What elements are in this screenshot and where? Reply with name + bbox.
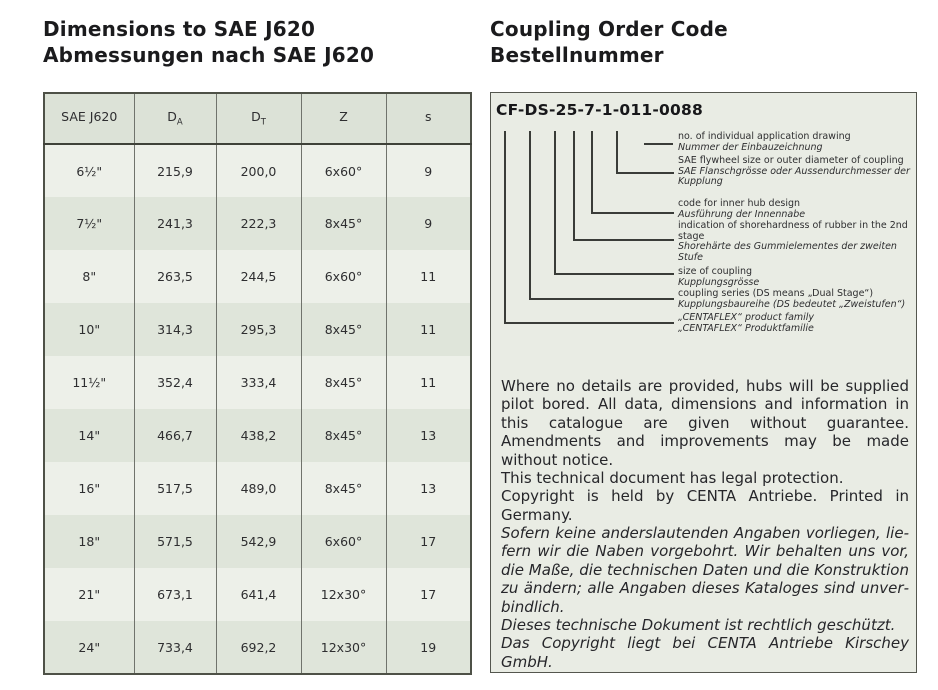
table-cell: 9 — [386, 197, 471, 250]
legal-notes-en — [501, 377, 909, 524]
callout-coupling-series — [678, 289, 917, 310]
callout-label-de: Ausführung der Innennabe — [678, 208, 806, 220]
table-cell: 314,3 — [134, 303, 216, 356]
table-cell: 8x45° — [301, 303, 386, 356]
callout-label-de: Shorehärte des Gummielementes der zweiten Stufe — [678, 241, 897, 263]
table-cell: 11½" — [44, 356, 134, 409]
header-cell-s: s — [386, 93, 471, 144]
callout-line — [554, 131, 556, 275]
table-cell: 438,2 — [216, 409, 301, 462]
header-cell-z: Z — [301, 93, 386, 144]
callout-label-de: Kupplungsgrösse — [678, 276, 760, 288]
callout-flywheel-size — [678, 156, 917, 188]
callout-label-de: Kupplungsbaureihe (DS bedeutet „Zweistufen“) — [678, 298, 906, 310]
callout-line — [504, 322, 674, 324]
left-title-en: Dimensions to SAE J620 — [43, 17, 316, 41]
table-cell: 16" — [44, 462, 134, 515]
table-cell: 12x30° — [301, 568, 386, 621]
table-cell: 10" — [44, 303, 134, 356]
right-title-de: Bestellnummer — [490, 43, 664, 67]
sae-j620-dimensions-table — [43, 92, 472, 675]
callout-label-de: Nummer der Einbauzeichnung — [678, 141, 823, 153]
table-cell: 11 — [386, 303, 471, 356]
callout-label-de: SAE Flanschgrösse oder Aussendurchmesser der Kupplung — [678, 165, 910, 187]
header-cell-sae: SAE J620 — [44, 93, 134, 144]
header-cell-dt: $D_T$ — [216, 93, 301, 144]
table-row — [44, 250, 471, 303]
callout-coupling-size — [678, 267, 917, 288]
note-paragraph: Das Copyright liegt bei CENTA Antriebe Kirschey GmbH. — [501, 634, 909, 671]
table-cell: 241,3 — [134, 197, 216, 250]
table-cell: 19 — [386, 621, 471, 674]
table-cell: 263,5 — [134, 250, 216, 303]
table-cell: 466,7 — [134, 409, 216, 462]
table-cell: 222,3 — [216, 197, 301, 250]
callout-label-en: „CENTAFLEX“ product family — [678, 312, 815, 323]
table-cell: 8" — [44, 250, 134, 303]
callout-line — [554, 273, 674, 275]
table-cell: 673,1 — [134, 568, 216, 621]
table-cell: 333,4 — [216, 356, 301, 409]
callout-line — [529, 298, 674, 300]
table-cell: 215,9 — [134, 144, 216, 197]
table-cell: 13 — [386, 409, 471, 462]
callout-line — [504, 131, 506, 324]
callout-line — [616, 172, 674, 174]
table-row — [44, 568, 471, 621]
callout-application-drawing — [678, 132, 917, 153]
table-cell: 14" — [44, 409, 134, 462]
table-cell: 8x45° — [301, 356, 386, 409]
callout-hub-design — [678, 199, 917, 220]
order-code: CF-DS-25-7-1-011-0088 — [496, 101, 703, 119]
table-cell: 17 — [386, 515, 471, 568]
callout-label-en: indication of shorehardness of rubber in the 2nd stage — [678, 220, 908, 242]
table-cell: 8x45° — [301, 409, 386, 462]
note-paragraph: Sofern keine anderslautenden Angaben vorliegen, liefern wir die Naben vorgebohrt. Wir behalten uns vor, die Maße, die technischen Daten und die Konstruktion zu ändern; alle Angaben dieses Kataloges sind unverbindlich. — [501, 524, 909, 616]
table-cell: 295,3 — [216, 303, 301, 356]
table-cell: 7½" — [44, 197, 134, 250]
callout-product-family — [678, 313, 917, 334]
table-cell: 542,9 — [216, 515, 301, 568]
callout-shorehardness — [678, 221, 917, 263]
table-cell: 692,2 — [216, 621, 301, 674]
callout-line — [573, 239, 674, 241]
table-cell: 244,5 — [216, 250, 301, 303]
table-row — [44, 144, 471, 197]
callout-line — [573, 131, 575, 241]
table-row — [44, 303, 471, 356]
table-cell: 571,5 — [134, 515, 216, 568]
callout-line — [644, 143, 673, 145]
right-title-en: Coupling Order Code — [490, 17, 728, 41]
table-row — [44, 462, 471, 515]
callout-label-de: „CENTAFLEX“ Produktfamilie — [678, 322, 814, 334]
callout-label-en: no. of individual application drawing — [678, 131, 851, 142]
table-cell: 352,4 — [134, 356, 216, 409]
header-cell-da: $D_A$ — [134, 93, 216, 144]
left-title-de: Abmessungen nach SAE J620 — [43, 43, 375, 67]
note-paragraph: Copyright is held by CENTA Antriebe. Printed in Germany. — [501, 487, 909, 524]
note-paragraph: Where no details are provided, hubs will be supplied pilot bored. All data, dimensions and information in this catalogue are given without guarantee. Amendments and improvements may be made without notice. — [501, 377, 909, 469]
table-cell: 641,4 — [216, 568, 301, 621]
table-cell: 733,4 — [134, 621, 216, 674]
callout-label-en: code for inner hub design — [678, 198, 801, 209]
table-cell: 21" — [44, 568, 134, 621]
table-cell: 12x30° — [301, 621, 386, 674]
right-section-title — [490, 16, 728, 68]
callout-label-en: SAE flywheel size or outer diameter of coupling — [678, 155, 904, 166]
table-cell: 489,0 — [216, 462, 301, 515]
callout-line — [591, 131, 593, 214]
left-section-title — [43, 16, 374, 68]
table-cell: 18" — [44, 515, 134, 568]
order-code-panel — [490, 92, 917, 673]
table-cell: 17 — [386, 568, 471, 621]
table-header-row — [44, 93, 471, 144]
callout-line — [591, 212, 674, 214]
table-cell: 6x60° — [301, 250, 386, 303]
table-cell: 6½" — [44, 144, 134, 197]
table-cell: 9 — [386, 144, 471, 197]
callout-line — [616, 131, 618, 174]
table-row — [44, 515, 471, 568]
table-cell: 6x60° — [301, 144, 386, 197]
callout-label-en: coupling series (DS means „Dual Stage“) — [678, 288, 874, 299]
table-cell: 13 — [386, 462, 471, 515]
table-cell: 6x60° — [301, 515, 386, 568]
table-cell: 517,5 — [134, 462, 216, 515]
callout-label-en: size of coupling — [678, 266, 753, 277]
table-cell: 11 — [386, 250, 471, 303]
table-row — [44, 356, 471, 409]
table-cell: 24" — [44, 621, 134, 674]
table-cell: 200,0 — [216, 144, 301, 197]
note-paragraph: This technical document has legal protection. — [501, 469, 844, 488]
table-cell: 8x45° — [301, 462, 386, 515]
note-paragraph: Dieses technische Dokument ist rechtlich geschützt. — [501, 616, 896, 635]
table-cell: 11 — [386, 356, 471, 409]
table-row — [44, 621, 471, 674]
callout-line — [529, 131, 531, 300]
table-cell: 8x45° — [301, 197, 386, 250]
table-row — [44, 409, 471, 462]
legal-notes-de — [501, 524, 909, 671]
table-row — [44, 197, 471, 250]
